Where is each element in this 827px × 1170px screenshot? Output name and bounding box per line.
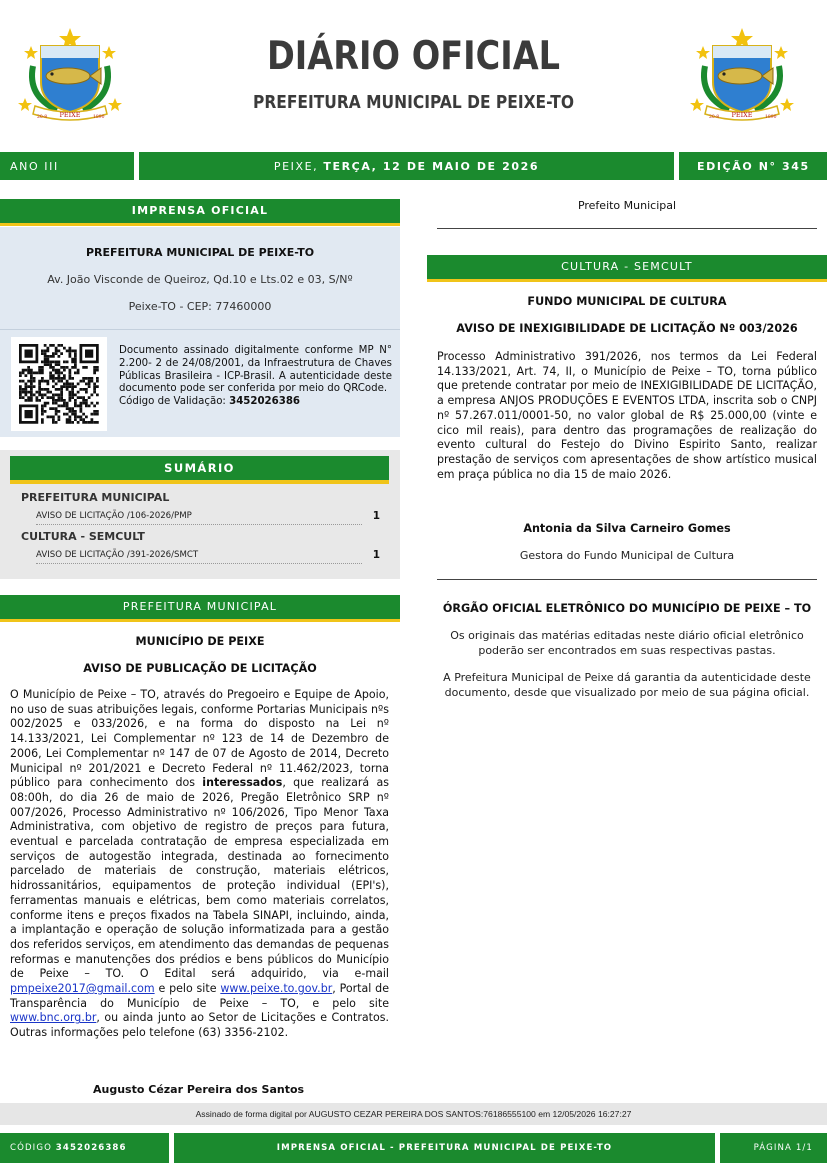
divider	[0, 329, 400, 330]
signer-name: Augusto Cézar Pereira dos Santos	[93, 1083, 305, 1096]
orgao-title: ÓRGÃO OFICIAL ELETRÔNICO DO MUNICÍPIO DE PEIXE – TO	[442, 602, 812, 615]
date-label: TERÇA, 12 DE MAIO DE 2026	[323, 159, 540, 173]
article-body-text: , que realizará as 08:00h, do dia 26 de maio de 2026, Pregão Eletrônico SRP nº 007/2026, Processo Administrativo nº 106/2026, Tipo Menor Taxa Administrativa, com objetivo de registro de preços para futura, eventual e parcelada contratação de empresa especializada em serviços de autogestão integrada, destinada ao fornecimento parcelado de materiais de construção, materiais elétricos, hidrossanitários, equipamentos de proteção individual (EPI's), ferramentas manuais e elétricas, bem como materiais correlatos, conforme itens e preços fixados na Tabela SINAPI, incluindo, ainda, a implantação e operação de solução informatizada para a gestão dos referidos serviços, em atendimento das demandas de pequenas reformas e manutenções dos prédios e bens públicos do Município de Peixe – TO. O Edital será adquirido, via e-mail	[10, 776, 390, 981]
section-heading-prefeitura: PREFEITURA MUNICIPAL	[0, 595, 400, 622]
peixe-site-link[interactable]: www.peixe.to.gov.br	[220, 982, 333, 996]
divider	[437, 579, 817, 580]
edition-label: EDIÇÃO N° 345	[697, 159, 810, 173]
footer-code-label: CÓDIGO	[10, 1143, 52, 1153]
svg-text:PEIXE: PEIXE	[731, 111, 753, 119]
validation-code: 3452026386	[229, 396, 300, 408]
footer-page-bar	[720, 1133, 827, 1163]
imprensa-cep: Peixe-TO - CEP: 77460000	[128, 300, 272, 313]
summary-heading: SUMÁRIO	[10, 456, 389, 484]
coat-of-arms-right-logo	[689, 26, 795, 126]
divider	[437, 228, 817, 229]
page-title: DIÁRIO OFICIAL	[266, 34, 561, 79]
signature-notice-text: Documento assinado digitalmente conforme MP N° 2.200- 2 de 24/08/2001, da Infraestrutura de Chaves Públicas Brasileira - ICP-Brasil. A autenticidade deste documento pode ser conferida por meio do QRCode.	[119, 345, 392, 395]
orgao-paragraph: A Prefeitura Municipal de Peixe dá garantia da autenticidade deste documento, desde que visualizado por meio de sua página oficial.	[443, 671, 811, 699]
imprensa-info-box	[0, 227, 400, 437]
signer-name: Antonia da Silva Carneiro Gomes	[523, 522, 731, 535]
validation-code-label: Código de Validação:	[119, 396, 226, 408]
digital-signature-line: Assinado de forma digital por AUGUSTO CEZAR PEREIRA DOS SANTOS:76186555100 em 12/05/2026 16:27:27	[0, 1103, 827, 1125]
article-body-text: O Município de Peixe – TO, através do Pregoeiro e Equipe de Apoio, no uso de suas atribuições legais, conforme Portarias Municipais nºs 002/2025 e 033/2026, e na forma do disposto na Lei nº 14.133/2021, Lei Complementar nº 123 de 14 de Dezembro de 2006, Lei Complementar nº 147 de 07 de Agosto de 2014, Decreto Municipal nº 201/2021 e Decreto Federal nº 11.462/2023, torna público para conhecimento dos	[10, 688, 389, 790]
article-body-text: e pelo site	[158, 982, 217, 996]
city-label: PEIXE,	[273, 159, 319, 173]
article-body-text: , Portal de Transparência do Município de Peixe – TO, e pelo site	[10, 982, 389, 1010]
summary-page-number: 1	[372, 549, 380, 561]
summary-section-prefeitura: PREFEITURA MUNICIPAL	[21, 491, 170, 504]
summary-page-number: 1	[372, 510, 380, 522]
qr-code-image[interactable]	[11, 337, 107, 431]
svg-text:1890: 1890	[93, 115, 105, 120]
article-body-bold: interessados	[202, 776, 283, 790]
bnc-site-link[interactable]: www.bnc.org.br	[10, 1011, 97, 1025]
footer-page-label: PÁGINA 1/1	[753, 1143, 813, 1153]
svg-text:PEIXE: PEIXE	[59, 111, 81, 119]
article-body: Processo Administrativo 391/2026, nos termos da Lei Federal 14.133/2021, Art. 74, II, o Município de Peixe – TO, torna público que pretende contratar por meio de INEXIGIBILIDADE DE LICITAÇÃO, a empresa ANJOS PRODUÇÕES E EVENTOS LTDA, inscrita sob o CNPJ nº 57.267.011/0001-50, no valor global de R$ 25.000,00 (vinte e cico mil reais), para dentro das programações de realização do evento cultural do Festejo do Divino Espirito Santo, realizar prestação de serviços com apresentações de show artístico musical em praça pública no dia 15 de maio 2026.	[437, 350, 817, 481]
svg-text:1890: 1890	[765, 115, 777, 120]
footer-center-label: IMPRENSA OFICIAL - PREFEITURA MUNICIPAL DE PEIXE-TO	[276, 1143, 613, 1153]
article-body-text: , ou ainda junto ao Setor de Licitações e Contratos. Outras informações pelo telefone (63) 3356-2102.	[10, 1011, 389, 1040]
email-link[interactable]: pmpeixe2017@gmail.com	[10, 982, 155, 996]
svg-text:20-8: 20-8	[37, 115, 48, 120]
article-subtitle: AVISO DE INEXIGIBILIDADE DE LICITAÇÃO Nº 003/2026	[456, 322, 798, 335]
footer-code-bar	[0, 1133, 169, 1163]
year-bar	[0, 152, 134, 180]
summary-section-cultura: CULTURA - SEMCULT	[21, 530, 145, 543]
imprensa-heading: IMPRENSA OFICIAL	[0, 199, 400, 226]
mayor-title: Prefeito Municipal	[577, 199, 677, 212]
summary-item-link[interactable]: AVISO DE LICITAÇÃO /391-2026/SMCT	[36, 550, 362, 564]
svg-text:20-8: 20-8	[709, 115, 720, 120]
summary-item-link[interactable]: AVISO DE LICITAÇÃO /106-2026/PMP	[36, 511, 362, 525]
article-subtitle: AVISO DE PUBLICAÇÃO DE LICITAÇÃO	[83, 662, 317, 675]
page-subtitle: PREFEITURA MUNICIPAL DE PEIXE-TO	[252, 92, 574, 113]
article-body	[10, 688, 389, 1041]
footer-center-bar	[174, 1133, 715, 1163]
footer-code: 3452026386	[55, 1143, 127, 1153]
imprensa-org: PREFEITURA MUNICIPAL DE PEIXE-TO	[85, 246, 315, 259]
section-heading-cultura: CULTURA - SEMCULT	[427, 255, 827, 282]
year-label: ANO III	[10, 159, 59, 173]
signer-role: Gestora do Fundo Municipal de Cultura	[519, 549, 735, 562]
date-bar	[139, 152, 674, 180]
imprensa-address: Av. João Visconde de Queiroz, Qd.10 e Lts.02 e 03, S/Nº	[47, 273, 353, 286]
edition-bar	[679, 152, 827, 180]
summary-box	[0, 450, 400, 579]
signature-notice	[119, 345, 392, 409]
article-title: MUNICÍPIO DE PEIXE	[135, 635, 265, 648]
orgao-paragraph: Os originais das matérias editadas neste diário oficial eletrônico poderão ser encontrados em suas respectivas pastas.	[450, 629, 804, 657]
article-title: FUNDO MUNICIPAL DE CULTURA	[527, 295, 727, 308]
